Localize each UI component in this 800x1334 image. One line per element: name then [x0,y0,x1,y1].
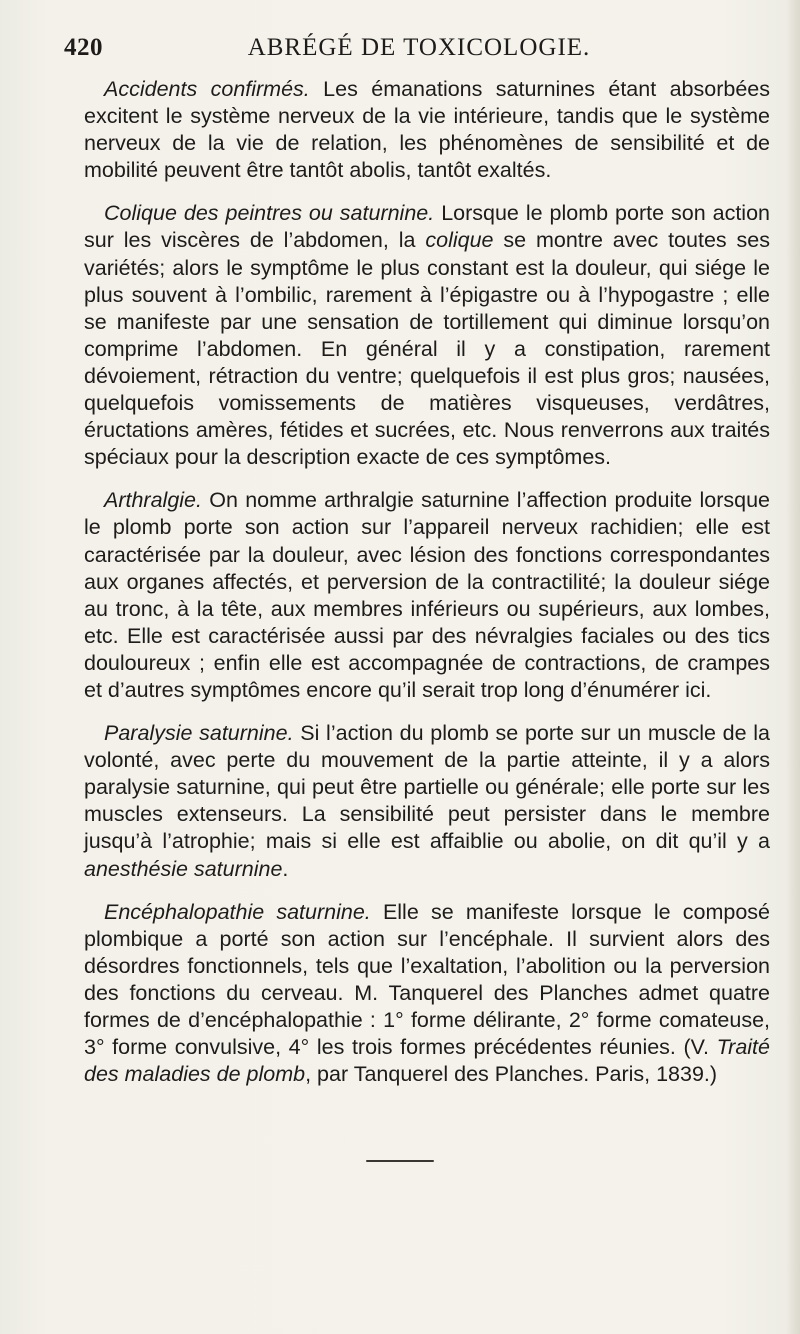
paragraph-heading: Arthralgie. [104,488,202,513]
main-text [84,76,770,1104]
italic-citation: Traité des maladies de plomb [84,1035,770,1087]
paragraph-paralysie [84,720,770,883]
paragraph-arthralgie [84,487,770,704]
paragraph-text: Lorsque le plomb porte son action sur les viscères de l’abdomen, la [84,201,771,253]
italic-term: anesthésie saturnine [84,856,283,881]
paragraph-text: Si l’action du plomb se porte sur un muscle de la volonté, avec perte du mouvement de la partie atteinte, il y a alors paralysie saturnine, qui peut être partielle ou générale; elle porte sur les muscles extenseurs. La sensibilité peut persister dans le membre jusqu’à l’atrophie; mais si elle est affaiblie ou abolie, on dit qu’il y a [84,721,770,854]
italic-term: colique [425,228,494,253]
paragraph-accidents-confirmes [84,76,770,184]
paragraph-heading: Colique des peintres ou saturnine. [104,201,435,226]
page-header [64,34,774,68]
paragraph-encephalopathie [84,899,770,1089]
page-edge-shadow [786,0,800,1334]
paragraph-heading: Encéphalopathie saturnine. [104,899,371,924]
paragraph-heading: Paralysie saturnine. [104,721,294,746]
paragraph-heading: Accidents confirmés. [104,77,310,101]
paragraph-text: Elle se manifeste lorsque le composé plombique a porté son action sur l’encéphale. Il survient alors des désordres fonctionnels, tels que l’exaltation, l’abolition ou la perversion des fonctions du cerveau. M. Tanquerel des Planches admet quatre formes de d’encéphalopathie : 1° forme délirante, 2° forme comateuse, 3° forme convulsive, 4° les trois formes précédentes réunies. (V. [84,899,770,1060]
paragraph-text: , par Tanquerel des Planches. Paris, 1839.) [305,1062,718,1087]
paragraph-colique [84,200,770,471]
paragraph-text: . [282,856,289,881]
running-title: ABRÉGÉ DE TOXICOLOGIE. [247,34,591,61]
paragraph-text: Les émanations saturnines étant absorbées excitent le système nerveux de la vie intérieure, tandis que le système nerveux de la vie de relation, les phénomènes de sensibilité et de mobilité peuvent être tantôt abolis, tantôt exaltés. [84,77,770,183]
paragraph-text: On nomme arthralgie saturnine l’affection produite lorsque le plomb porte son action sur l’appareil nerveux rachidien; elle est caractérisée par la douleur, avec lésion des fonctions correspondantes aux organes affectés, et perversion de la contractilité; la douleur siége au tronc, à la tête, aux membres inférieurs ou supérieurs, aux lombes, etc. Elle est caractérisée aussi par des névralgies faciales ou des tics douloureux ; enfin elle est accompagnée de contractions, de crampes et d’autres symptômes encore qu’il serait trop long d’énumérer ici. [84,488,770,702]
paragraph-text: se montre avec toutes ses variétés; alors le symptôme le plus constant est la douleur, qui siége le plus souvent à l’ombilic, rarement à l’épigastre ou à l’hypogastre ; elle se manifeste par une sensation de tortillement qui diminue lorsqu’on comprime l’abdomen. En général il y a constipation, rarement dévoiement, rétraction du ventre; quelquefois il est plus gros; nausées, quelquefois vomissements de matières visqueuses, verdâtres, éructations amères, fétides et sucrées, etc. Nous renverrons aux traités spéciaux pour la description exacte de ces symptômes. [84,228,770,470]
end-rule-ornament [366,1160,434,1162]
page-number: 420 [64,34,103,61]
